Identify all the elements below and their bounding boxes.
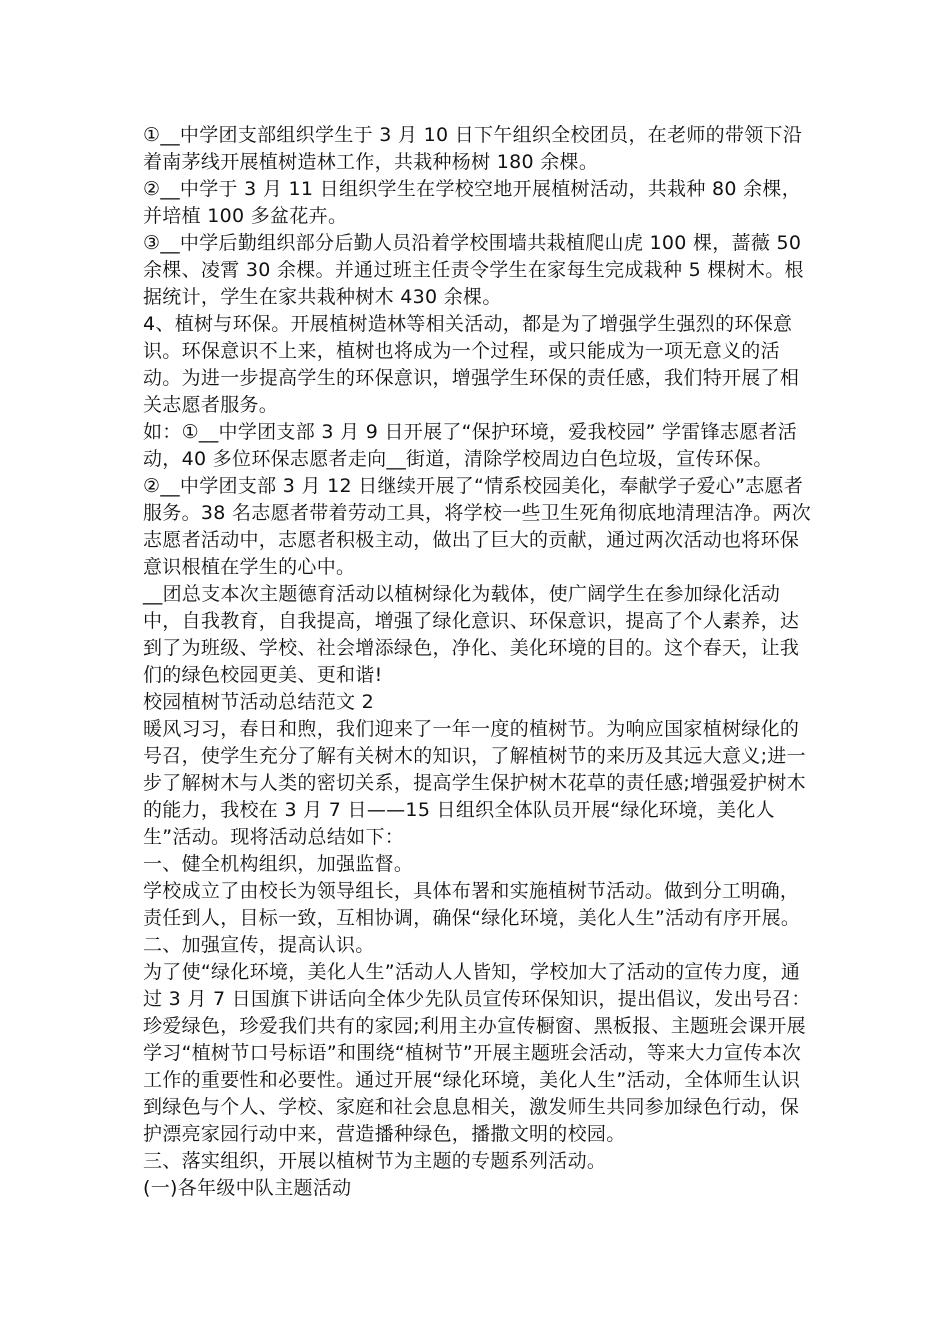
paragraph-9: 暖风习习，春日和煦，我们迎来了一年一度的植树节。为响应国家植树绿化的号召，使学生充分了解有关树木的知识，了解植树节的来历及其远大意义;进一步了解树木与人类的密切关系，提高学生保护树木花草的责任感;增强爱护树木的能力，我校在 3 月 7 日——15 日组织全体队员开展“绿化环境，美化人生”活动。现将活动总结如下： (143, 718, 806, 848)
paragraph-7: __团总支本次主题德育活动以植树绿化为载体，使广阔学生在参加绿化活动中，自我教育，自我提高，增强了绿化意识、环保意识，提高了个人素养，达到了为班级、学校、社会增添绿色，净化、美化环境的目的。这个春天，让我们的绿色校园更美、更和谐! (143, 583, 800, 686)
paragraph-2: ②__中学于 3 月 11 日组织学生在学校空地开展植树活动，共栽种 80 余棵，并培植 100 多盆花卉。 (143, 178, 802, 227)
paragraph-6: ②__中学团支部 3 月 12 日继续开展了“情系校园美化，奉献学子爱心”志愿者服务。38 名志愿者带着劳动工具，将学校一些卫生死角彻底地清理洁净。两次志愿者活动中，志愿者积极主动，做出了巨大的贡献，通过两次活动也将环保意识根植在学生的心中。 (143, 475, 812, 578)
section-title: 校园植树节活动总结范文 2 (143, 691, 375, 713)
paragraph-4: 4、植树与环保。开展植树造林等相关活动，都是为了增强学生强烈的环保意识。环保意识不上来，植树也将成为一个过程，或只能成为一项无意义的活动。为进一步提高学生的环保意识，增强学生环保的责任感，我们特开展了相关志愿者服务。 (143, 313, 800, 416)
paragraph-11: 学校成立了由校长为领导组长，具体布署和实施植树节活动。做到分工明确，责任到人，目标一致，互相协调，确保“绿化环境，美化人生”活动有序开展。 (143, 880, 801, 929)
heading-2: 二、加强宣传，提高认识。 (143, 934, 375, 956)
paragraph-1: ①__中学团支部组织学生于 3 月 10 日下午组织全校团员，在老师的带领下沿着南茅线开展植树造林工作，共栽种杨树 180 余棵。 (143, 124, 803, 173)
subheading-1: (一)各年级中队主题活动 (143, 1177, 352, 1199)
document-body (143, 122, 815, 1202)
paragraph-13: 为了使“绿化环境，美化人生”活动人人皆知，学校加大了活动的宣传力度，通过 3 月 7 日国旗下讲话向全体少先队员宣传环保知识，提出倡议，发出号召：珍爱绿色，珍爱我们共有的家园;利用主办宣传橱窗、黑板报、主题班会课开展学习“植树节口号标语”和围绕“植树节”开展主题班会活动，等来大力宣传本次工作的重要性和必要性。通过开展“绿化环境，美化人生”活动，全体师生认识到绿色与个人、学校、家庭和社会息息相关，激发师生共同参加绿色行动，保护漂亮家园行动中来，营造播种绿色，播撒文明的校园。 (143, 961, 811, 1145)
heading-1: 一、健全机构组织，加强监督。 (143, 853, 414, 875)
paragraph-3: ③__中学后勤组织部分后勤人员沿着学校围墙共栽植爬山虎 100 棵，蔷薇 50 余棵、凌霄 30 余棵。并通过班主任责令学生在家每生完成栽种 5 棵树木。根据统计，学生在家共栽种树木 430 余棵。 (143, 232, 808, 308)
paragraph-5: 如：①__中学团支部 3 月 9 日开展了“保护环境，爱我校园” 学雷锋志愿者活动，40 多位环保志愿者走向__街道，清除学校周边白色垃圾，宣传环保。 (143, 421, 798, 470)
heading-3: 三、落实组织，开展以植树节为主题的专题系列活动。 (143, 1150, 607, 1172)
